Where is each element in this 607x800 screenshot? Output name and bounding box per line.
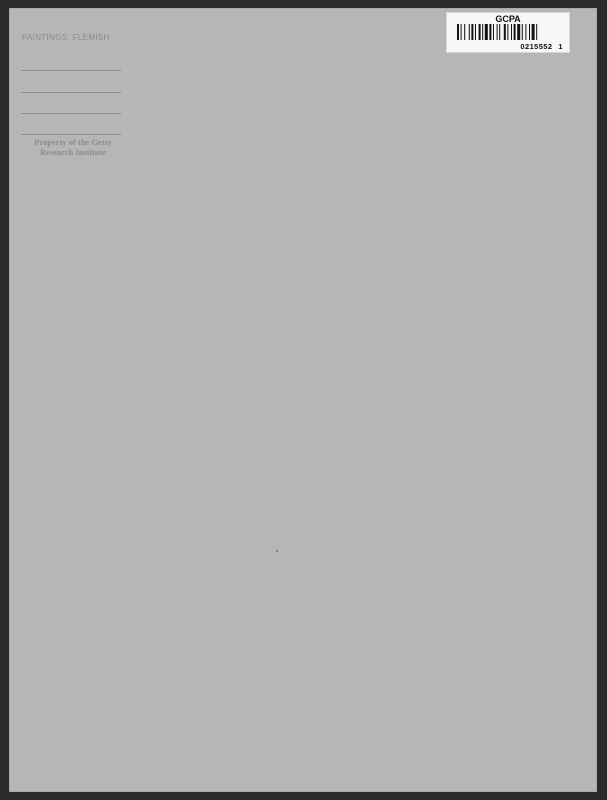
- barcode-number: 0215552: [520, 42, 553, 51]
- barcode-icon: [457, 24, 561, 40]
- dust-speck: [276, 550, 278, 552]
- barcode-collection-code: GCPA: [495, 14, 521, 24]
- ownership-stamp: [21, 137, 125, 157]
- blank-line-3: [21, 113, 121, 114]
- mount-card: [9, 8, 597, 792]
- barcode-copy: 1: [558, 42, 563, 51]
- barcode-number-line: [520, 42, 563, 51]
- category-label: [22, 33, 110, 42]
- subcategory-text: FLEMISH: [72, 33, 110, 42]
- blank-line-1: [21, 70, 121, 71]
- stamp-line-2: Research Institute: [39, 147, 107, 157]
- blank-line-2: [21, 92, 121, 93]
- blank-line-4: [21, 134, 121, 135]
- barcode-label: [446, 12, 570, 53]
- category-text: PAINTINGS:: [22, 33, 70, 42]
- stamp-line-1: Property of the Getty: [34, 137, 112, 147]
